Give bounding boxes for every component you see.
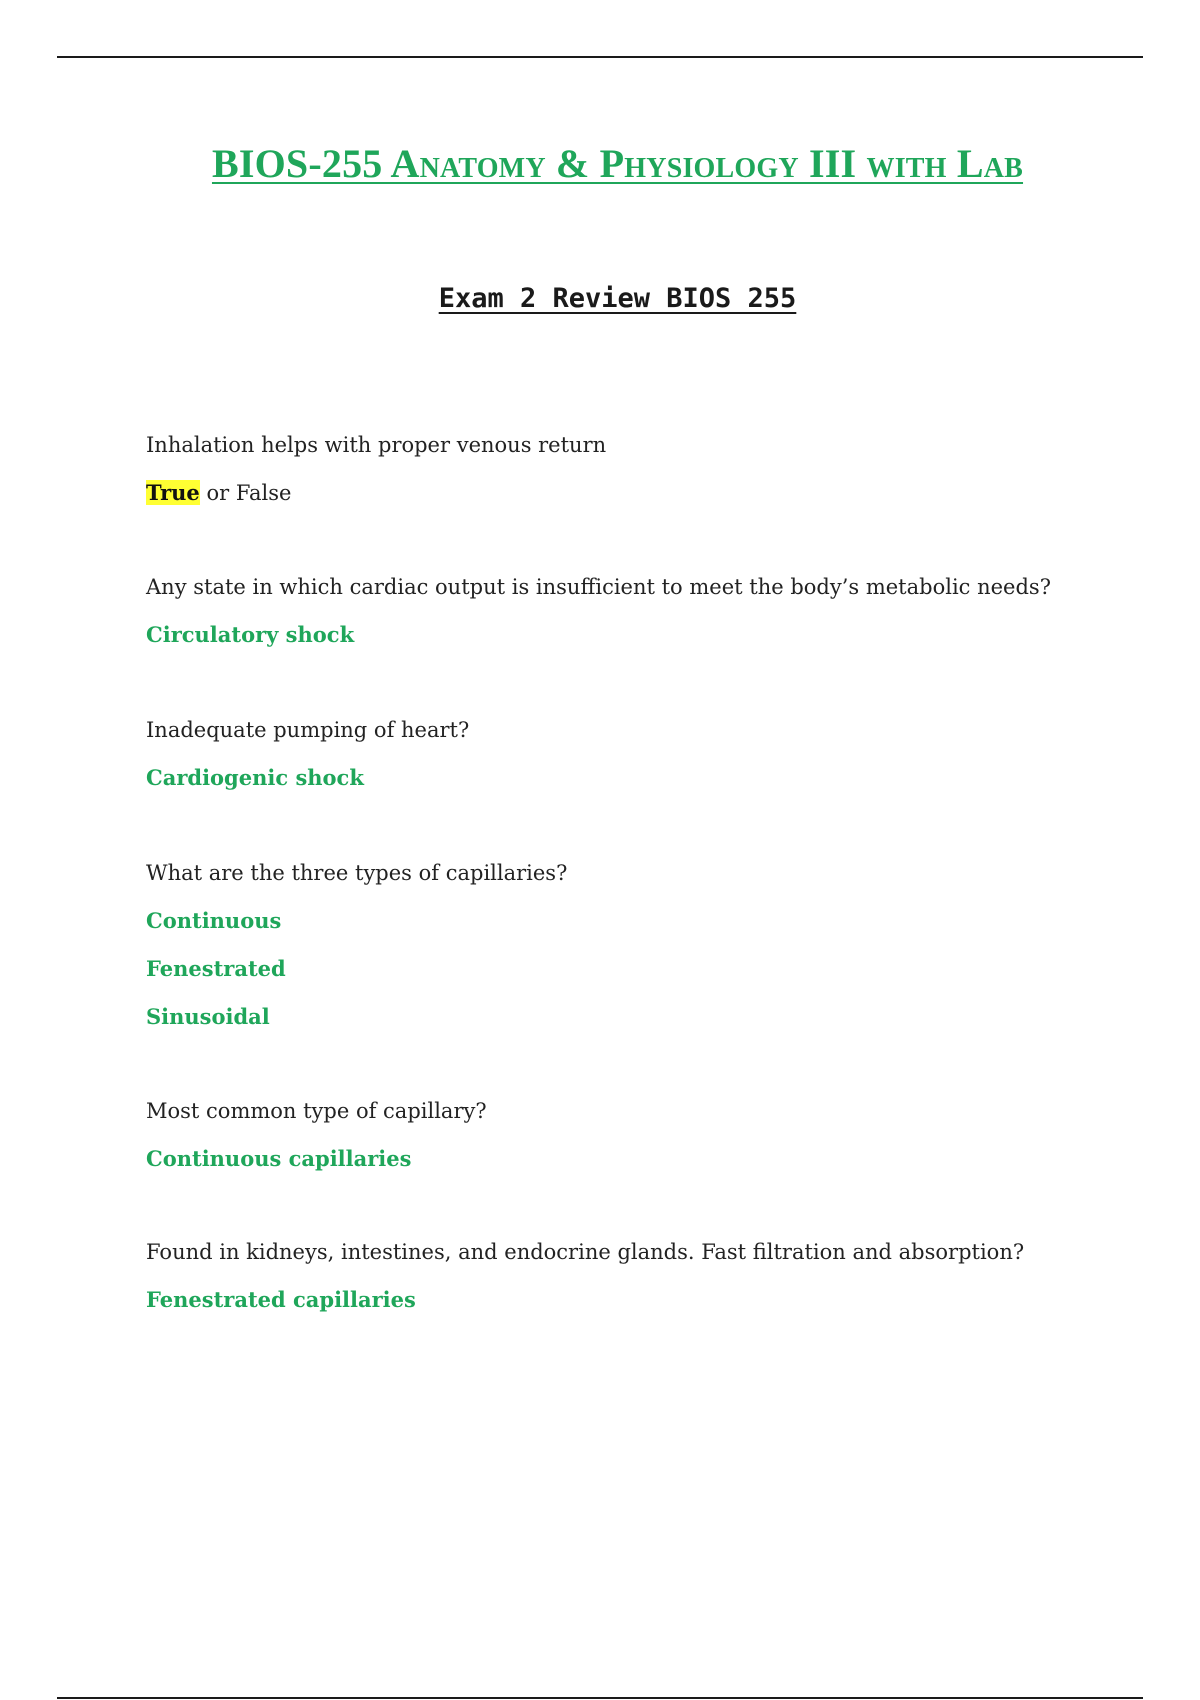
qa-block-5 [146,1096,1160,1192]
answer-text: Fenestrated [146,956,286,981]
qa-block-4 [146,858,1160,1050]
bottom-rule [57,1697,1143,1699]
true-false-line [146,478,1160,526]
question-text: Any state in which cardiac output is insufficient to meet the body’s metabolic needs? [146,575,1051,599]
exam-subtitle: Exam 2 Review BIOS 255 [438,283,797,314]
question-text: Inhalation helps with proper venous return [146,433,607,457]
qa-block-6 [146,1237,1160,1333]
question-text: What are the three types of capillaries? [146,861,568,885]
top-rule [57,56,1143,58]
course-title: BIOS-255 Anatomy & Physiology III with Lab [211,141,1024,186]
choice-false: False [235,481,292,505]
highlighted-true: True [146,480,200,505]
question-text: Most common type of capillary? [146,1099,487,1123]
qa-block-3 [146,715,1160,811]
answer-text: Circulatory shock [146,622,355,647]
question-text: Inadequate pumping of heart? [146,718,470,742]
question-text: Found in kidneys, intestines, and endocrine glands. Fast filtration and absorption? [146,1240,1025,1264]
answer-text: Fenestrated capillaries [146,1287,416,1312]
answer-text: Sinusoidal [146,1004,270,1029]
choice-or: or [199,481,236,505]
qa-block-1 [146,430,1160,526]
qa-block-2 [146,572,1160,668]
answer-text: Cardiogenic shock [146,765,364,790]
answer-text: Continuous capillaries [146,1146,412,1171]
answer-text: Continuous [146,908,282,933]
